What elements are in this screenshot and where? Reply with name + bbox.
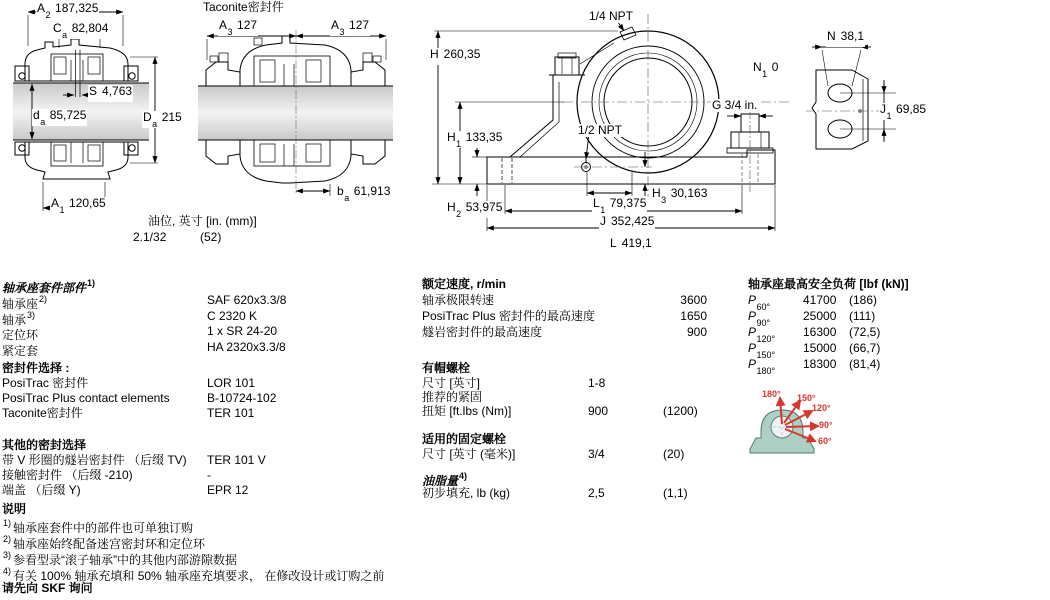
load-p60-value: 41700 <box>803 293 837 307</box>
locating-ring-row-label: 定位环 <box>2 328 39 342</box>
dim-label-j1: $J_169,85$ <box>880 102 927 122</box>
adapter-sleeve-row-label: 紧定套 <box>2 344 39 358</box>
dim-label-s: S 4,763 <box>88 85 133 102</box>
cap-bolts-section-title: 有帽螺栓 <box>422 361 471 375</box>
anchor-bolt <box>727 110 773 192</box>
bearing-row-label: 轴承$^{3)}$ <box>2 310 36 327</box>
end-view-dimension-lines <box>812 47 896 142</box>
oil-level-mm: (52) <box>200 230 222 244</box>
dim-label-h3: $H_330,163$ <box>652 186 708 206</box>
bearing-speed-limit-label: 轴承极限转速 <box>422 293 495 307</box>
angle-label-60: 60° <box>818 436 832 446</box>
positrac-plus-label: PosiTrac Plus contact elements <box>2 391 170 405</box>
end-profile <box>806 70 880 149</box>
housing-row-label: 轴承座$^{2)}$ <box>2 294 48 311</box>
footnote-4: $^{4)}$ 有关 100% 轴承充填和 50% 轴承座充填要求， 在修改设计或订购之前 <box>3 566 385 583</box>
dim-label-n1: $N_10$ <box>753 60 779 80</box>
bearing-row-value: C 2320 K <box>207 309 258 323</box>
angle-label-90: 90° <box>819 420 833 430</box>
oil-level-label: 油位, 英寸 [in. (mm)] <box>148 214 257 228</box>
torque-label: 扭矩 [ft.lbs (Nm)] <box>422 404 512 418</box>
taconite-speed-label: 燧岩密封件的最高速度 <box>422 325 543 339</box>
housing-kit-section-title: 轴承座套件部件$^{1)}$ <box>2 278 96 295</box>
taconite-view-drawing <box>198 12 393 212</box>
dim-label-a3-left: $A_3127$ <box>219 18 258 38</box>
oil-level-inch: 2.1/32 <box>133 230 167 244</box>
initial-fill-value: 2,5 <box>588 486 605 500</box>
dim-label-l1: $L_179,375$ <box>593 196 647 216</box>
angle-label-120: 120° <box>812 403 831 413</box>
load-p60-label: $P_{60^\circ}$ <box>748 293 771 313</box>
contact-seal-label: 接触密封件 （后缀 -210) <box>2 468 133 482</box>
taconite-seal-value: TER 101 <box>207 406 255 420</box>
taconite-title: Taconite密封件 <box>203 0 284 14</box>
speed-ratings-section-title: 额定速度, r/min <box>422 277 507 291</box>
load-p180-metric: (81,4) <box>849 357 881 371</box>
load-p90-metric: (111) <box>849 309 876 323</box>
adapter-sleeve-row-value: HA 2320x3.3/8 <box>207 340 286 354</box>
dim-label-quarter-npt: 1/4 NPT <box>589 9 634 23</box>
dim-label-j: J 352,425 <box>599 215 655 232</box>
attachment-bolt-size-metric: (20) <box>663 447 685 461</box>
recommended-tightening-label: 推荐的紧固 <box>422 390 483 404</box>
left-bracket <box>510 53 585 157</box>
shaft-section <box>198 86 393 140</box>
dim-label-a2: $A_2187,325$ <box>37 1 99 21</box>
load-p90-value: 25000 <box>803 309 837 323</box>
dim-label-ca: $C_a82,804$ <box>53 21 109 41</box>
dim-label-n: N 38,1 <box>826 30 865 47</box>
dim-label-a3-right: $A_3127$ <box>331 18 370 38</box>
notes-title: 说明 <box>2 502 27 516</box>
dim-label-g: G 3/4 in. <box>712 98 758 112</box>
taconite-v-ring-value: TER 101 V <box>207 453 266 467</box>
bearing-speed-limit-value: 3600 <box>680 293 707 307</box>
positrac-plus-speed-label: PosiTrac Plus 密封件的最高速度 <box>422 309 595 323</box>
dim-label-da-cap: $D_a215$ <box>143 110 182 130</box>
dim-label-da-small: $d_a85,725$ <box>33 108 87 128</box>
grease-quantity-section-title: 油脂量$^{4)}$ <box>422 471 468 488</box>
footnote-2: $^{2)}$ 轴承座始终配备迷宫密封环和定位环 <box>3 534 206 551</box>
dim-label-a1: $A_1120,65$ <box>51 196 106 216</box>
initial-fill-label: 初步填充, lb (kg) <box>422 486 511 500</box>
footnote-contact-skf: 请先向 SKF 询问 <box>2 581 93 595</box>
taconite-v-ring-label: 带 V 形圈的燧岩密封件 （后缀 TV) <box>2 453 187 467</box>
torque-value: 900 <box>588 404 609 418</box>
cap-bolt-size-label: 尺寸 [英寸] <box>422 376 481 390</box>
attachment-bolt-size-label: 尺寸 [英寸 (毫米)] <box>422 447 516 461</box>
housing-row-value: SAF 620x3.3/8 <box>207 293 287 307</box>
grease-fitting <box>582 158 591 172</box>
seal-selection-section-title: 密封件选择 : <box>2 361 70 375</box>
cap-bolt-size-value: 1-8 <box>588 376 606 390</box>
dim-label-l: L 419,1 <box>609 237 653 254</box>
load-p150-label: $P_{150^\circ}$ <box>748 341 776 361</box>
load-p150-metric: (66,7) <box>849 341 881 355</box>
load-p180-value: 18300 <box>803 357 837 371</box>
load-p60-metric: (186) <box>849 293 878 307</box>
initial-fill-metric: (1,1) <box>663 486 688 500</box>
footnote-3: $^{3)}$ 参看型录“滚子轴承”中的其他内部游隙数据 <box>3 550 238 567</box>
load-p120-value: 16300 <box>803 325 837 339</box>
attachment-bolt-size-value: 3/4 <box>588 447 605 461</box>
dim-label-half-npt: 1/2 NPT <box>578 123 623 137</box>
other-seals-section-title: 其他的密封选择 <box>2 438 87 452</box>
torque-value-metric: (1200) <box>663 404 698 418</box>
load-p120-label: $P_{120^\circ}$ <box>748 325 776 345</box>
attachment-bolts-section-title: 适用的固定螺栓 <box>422 432 507 446</box>
dim-label-h2: $H_253,975$ <box>447 200 503 220</box>
safe-load-section-title: 轴承座最高安全负荷 [lbf (kN)] <box>748 277 909 291</box>
contact-seal-value: - <box>207 468 211 482</box>
footnote-1: $^{1)}$ 轴承座套件中的部件也可单独订购 <box>3 518 194 535</box>
load-p120-metric: (72,5) <box>849 325 881 339</box>
positrac-seal-value: LOR 101 <box>207 376 256 390</box>
load-p180-label: $P_{180^\circ}$ <box>748 357 776 377</box>
positrac-seal-label: PosiTrac 密封件 <box>2 376 89 390</box>
angle-label-150: 150° <box>797 393 816 403</box>
positrac-plus-speed-value: 1650 <box>680 309 707 323</box>
dim-label-h1: $H_1133,35$ <box>447 130 503 150</box>
taconite-seal-label: Taconite密封件 <box>2 406 83 420</box>
end-cover-value: EPR 12 <box>207 483 249 497</box>
taconite-speed-value: 900 <box>686 325 707 339</box>
locating-ring-row-value: 1 x SR 24-20 <box>207 324 278 338</box>
load-p90-label: $P_{90^\circ}$ <box>748 309 771 329</box>
end-cover-label: 端盖 （后缀 Y) <box>2 483 81 497</box>
dim-label-h: H 260,35 <box>429 48 481 65</box>
positrac-plus-value: B-10724-102 <box>207 391 277 405</box>
load-p150-value: 15000 <box>803 341 837 355</box>
angle-label-180: 180° <box>762 389 781 399</box>
dim-label-ba: $b_a61,913$ <box>337 184 391 204</box>
